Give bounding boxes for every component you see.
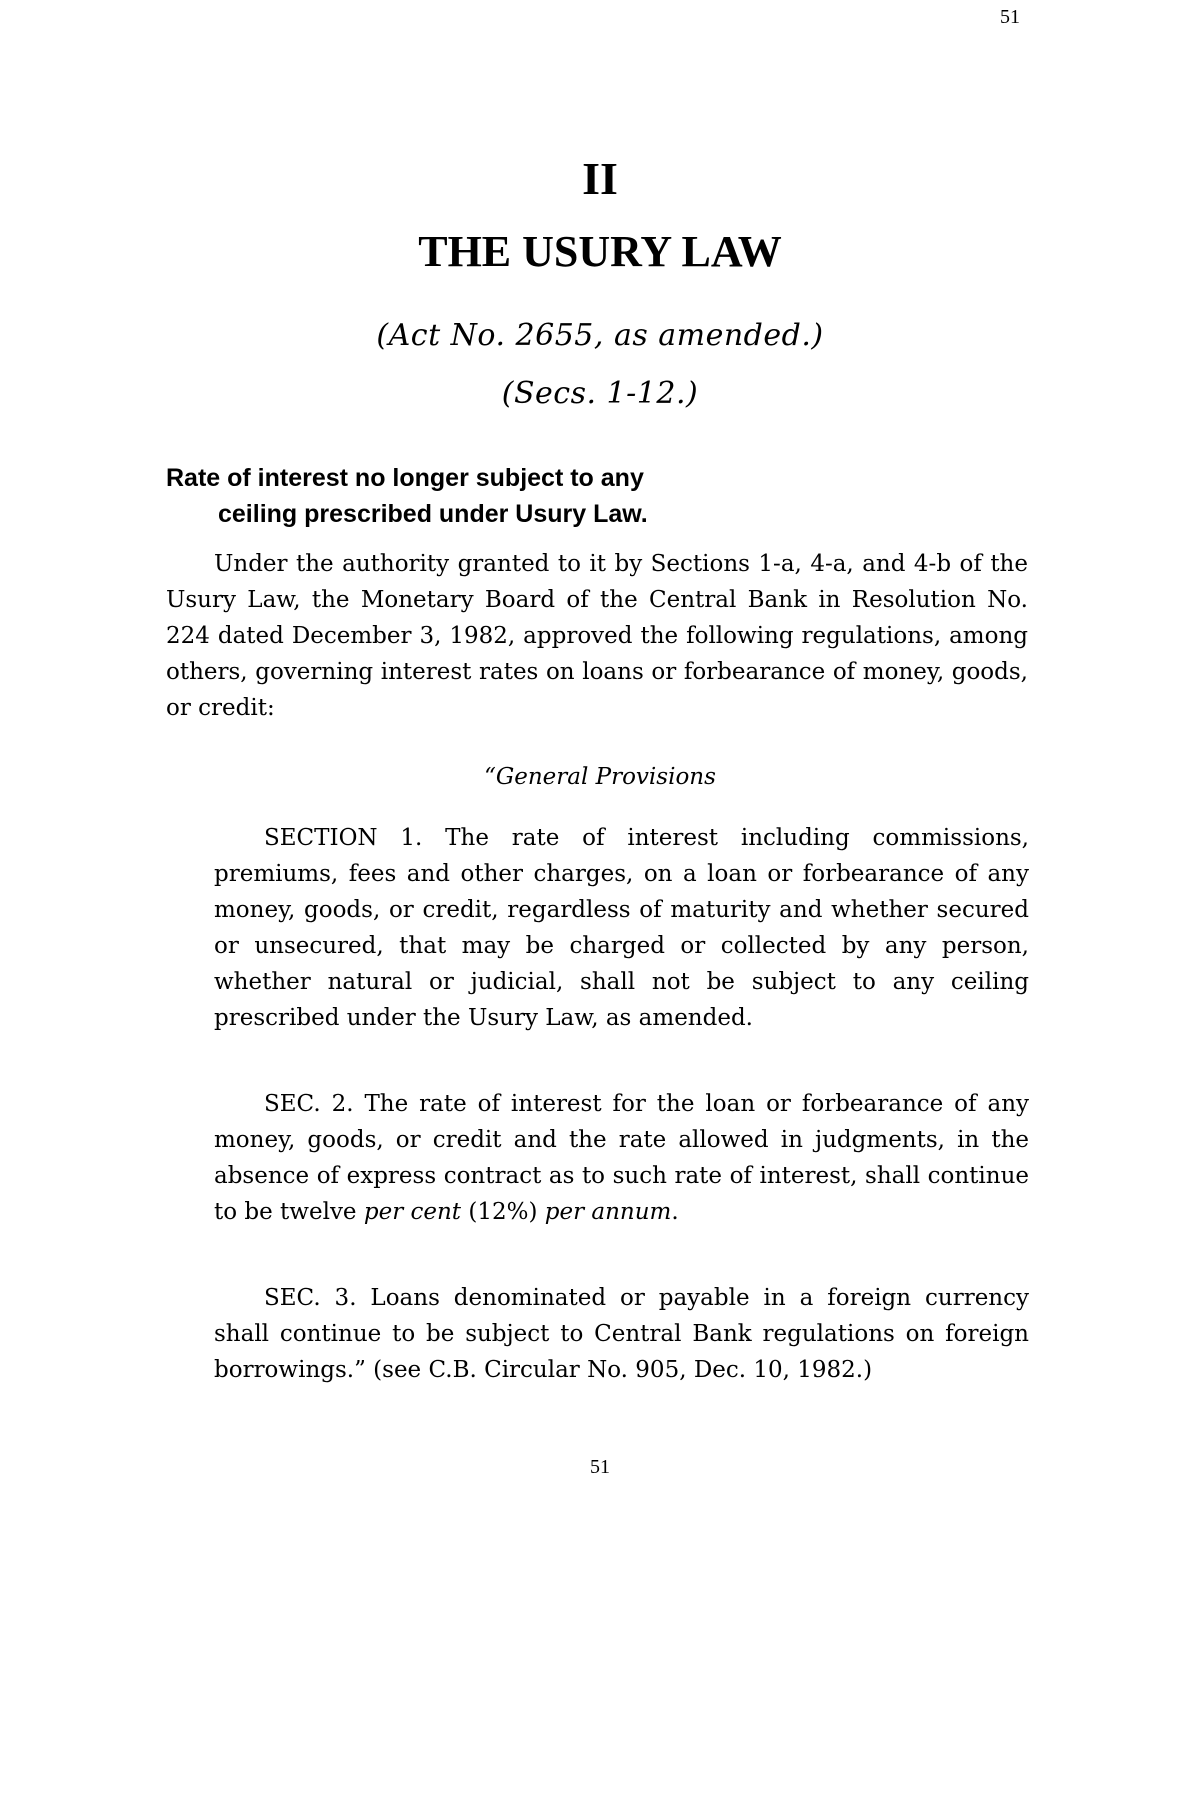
section-2-text-2: (12%) xyxy=(461,1199,545,1225)
section-2-italic-per-annum: per annum xyxy=(544,1199,672,1225)
side-heading-line-2: ceiling prescribed under Usury Law. xyxy=(218,500,648,528)
section-1-paragraph: SECTION 1. The rate of interest including commissions, premiums, fees and other charges, on a loan or forbearance of any money, goods, or credit, regardless of maturity and whether secured or unsecured, that may be charged or collected by any person, whether natural or judicial, shall not be subject to any ceiling prescribed under the Usury Law, as amended. xyxy=(214,825,1029,1031)
section-3-paragraph: SEC. 3. Loans denominated or payable in a foreign currency shall continue to be subject to Central Bank regulations on foreign borrowings.” (see C.B. Circular No. 905, Dec. 10, 1982.) xyxy=(214,1285,1029,1383)
intro-paragraph: Under the authority granted to it by Sections 1-a, 4-a, and 4-b of the Usury Law, the Monetary Board of the Central Bank in Resolution No. 224 dated December 3, 1982, approved the following regulations, among others, governing interest rates on loans or forbearance of money, goods, or credit: xyxy=(166,551,1028,721)
chapter-title: THE USURY LAW xyxy=(418,227,782,276)
side-heading-line-1: Rate of interest no longer subject to any xyxy=(166,464,644,492)
section-2-paragraph xyxy=(214,1086,1029,1230)
section-2-italic-per-cent: per cent xyxy=(363,1199,462,1225)
section-2-text-1: SEC. 2. The rate of interest for the loan or forbearance of any money, goods, or credit and the rate allowed in judgments, in the absence of express contract as to such rate of interest, shall continue to be twelve xyxy=(214,1091,1029,1225)
bottom-page-number: 51 xyxy=(590,1456,610,1478)
section-2-text-3: . xyxy=(671,1199,679,1225)
act-reference: (Act No. 2655, as amended.) xyxy=(376,318,824,353)
side-heading xyxy=(166,460,1066,532)
general-provisions-heading: “General Provisions xyxy=(484,764,716,790)
sections-reference: (Secs. 1-12.) xyxy=(501,376,699,411)
chapter-number: II xyxy=(582,153,618,204)
top-page-number: 51 xyxy=(1000,6,1020,28)
